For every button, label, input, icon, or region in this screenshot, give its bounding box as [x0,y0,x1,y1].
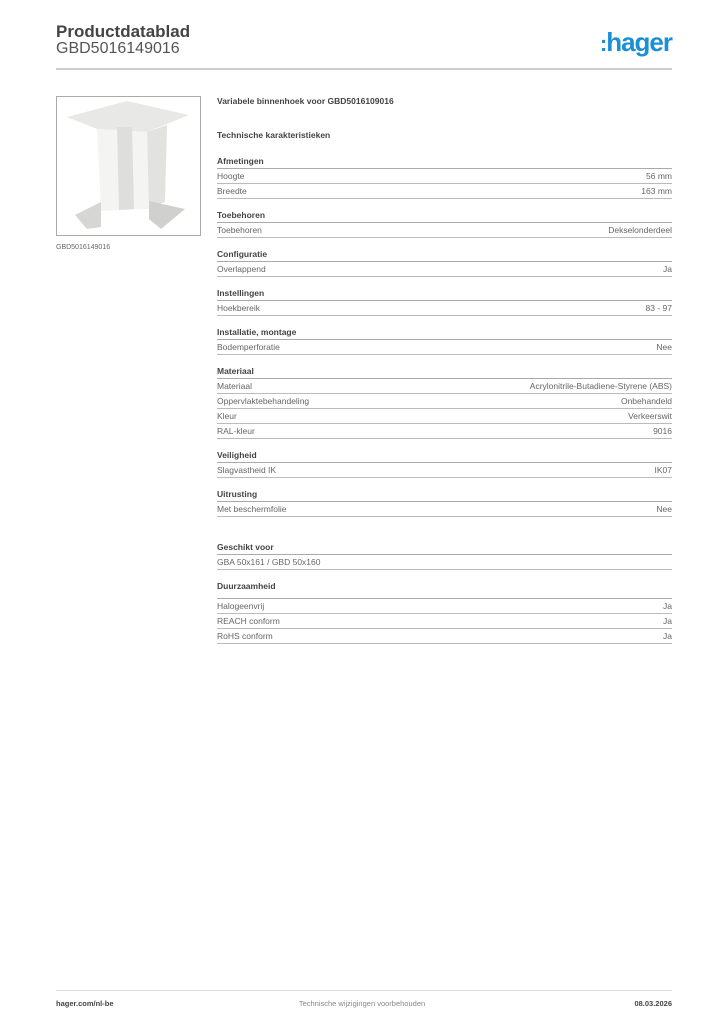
spec-label: Hoekbereik [217,303,260,313]
spec-value: Verkeerswit [628,411,672,421]
section-heading: Afmetingen [217,155,672,169]
product-image [56,96,201,236]
spec-label: Materiaal [217,381,252,391]
spec-row [217,301,672,316]
spec-section [217,326,672,355]
spec-row [217,223,672,238]
spec-value: Ja [663,616,672,626]
section-heading: Toebehoren [217,209,672,223]
footer-website-link[interactable]: hager.com/nl-be [56,999,114,1008]
spec-row [217,169,672,184]
spec-label: Breedte [217,186,247,196]
spec-row [217,502,672,517]
spec-row [217,184,672,199]
spec-value: Ja [663,631,672,641]
spec-section [217,580,672,644]
spec-value: 56 mm [646,171,672,181]
spec-label: Overlappend [217,264,266,274]
spec-label: REACH conform [217,616,280,626]
spec-label: Slagvastheid IK [217,465,277,475]
spec-row [217,599,672,614]
spec-row [217,629,672,644]
spec-sections [217,155,672,644]
spec-label: RAL-kleur [217,426,255,436]
section-heading: Uitrusting [217,488,672,502]
spec-value: Nee [656,342,672,352]
spec-label: Kleur [217,411,237,421]
spec-label: Toebehoren [217,225,262,235]
spec-value: Onbehandeld [620,396,672,406]
spec-section [217,541,672,570]
section-heading: Veiligheid [217,449,672,463]
product-code: GBD5016149016 [56,40,180,57]
footer-disclaimer: Technische wijzigingen voorbehouden [298,999,426,1008]
header-divider [56,68,672,70]
spec-value: Ja [663,601,672,611]
spec-section [217,155,672,199]
tech-heading: Technische karakteristieken [217,130,331,140]
footer-divider [56,990,672,991]
spec-value: Acrylonitrile-Butadiene-Styrene (ABS) [529,381,672,391]
spec-value: 83 - 97 [645,303,672,313]
footer-date: 08.03.2026 [634,999,672,1008]
spec-value: Dekselonderdeel [608,225,672,235]
spec-value: Nee [656,504,672,514]
spec-row [217,463,672,478]
image-caption: GBD5016149016 [56,244,111,251]
spec-label: GBA 50x161 / GBD 50x160 [217,557,321,567]
spec-section [217,449,672,478]
spec-row [217,379,672,394]
spec-label: Oppervlaktebehandeling [217,396,310,406]
spec-row [217,340,672,355]
spec-row [217,409,672,424]
spec-row [217,262,672,277]
hager-logo: :hager [599,27,672,57]
section-heading: Duurzaamheid [217,580,672,599]
spec-value: Ja [663,264,672,274]
spec-section [217,287,672,316]
section-heading: Instellingen [217,287,672,301]
spec-label: RoHS conform [217,631,273,641]
spec-label: Met beschermfolie [217,504,287,514]
section-heading: Installatie, montage [217,326,672,340]
spec-value: IK07 [654,465,672,475]
spec-label: Bodemperforatie [217,342,280,352]
section-heading: Geschikt voor [217,541,672,555]
spec-section [217,209,672,238]
spec-content [217,96,672,654]
page-title: Productdatablad [56,22,191,41]
section-heading: Configuratie [217,248,672,262]
spec-label: Hoogte [217,171,245,181]
spec-row [217,614,672,629]
spec-section [217,365,672,439]
spec-section [217,248,672,277]
spec-value: 163 mm [641,186,672,196]
section-heading: Materiaal [217,365,672,379]
spec-row [217,424,672,439]
spec-row [217,394,672,409]
spec-value: 9016 [653,426,672,436]
spec-label: Halogeenvrij [217,601,265,611]
spec-row [217,555,672,570]
spec-section [217,488,672,517]
product-title: Variabele binnenhoek voor GBD5016109016 [217,96,394,106]
